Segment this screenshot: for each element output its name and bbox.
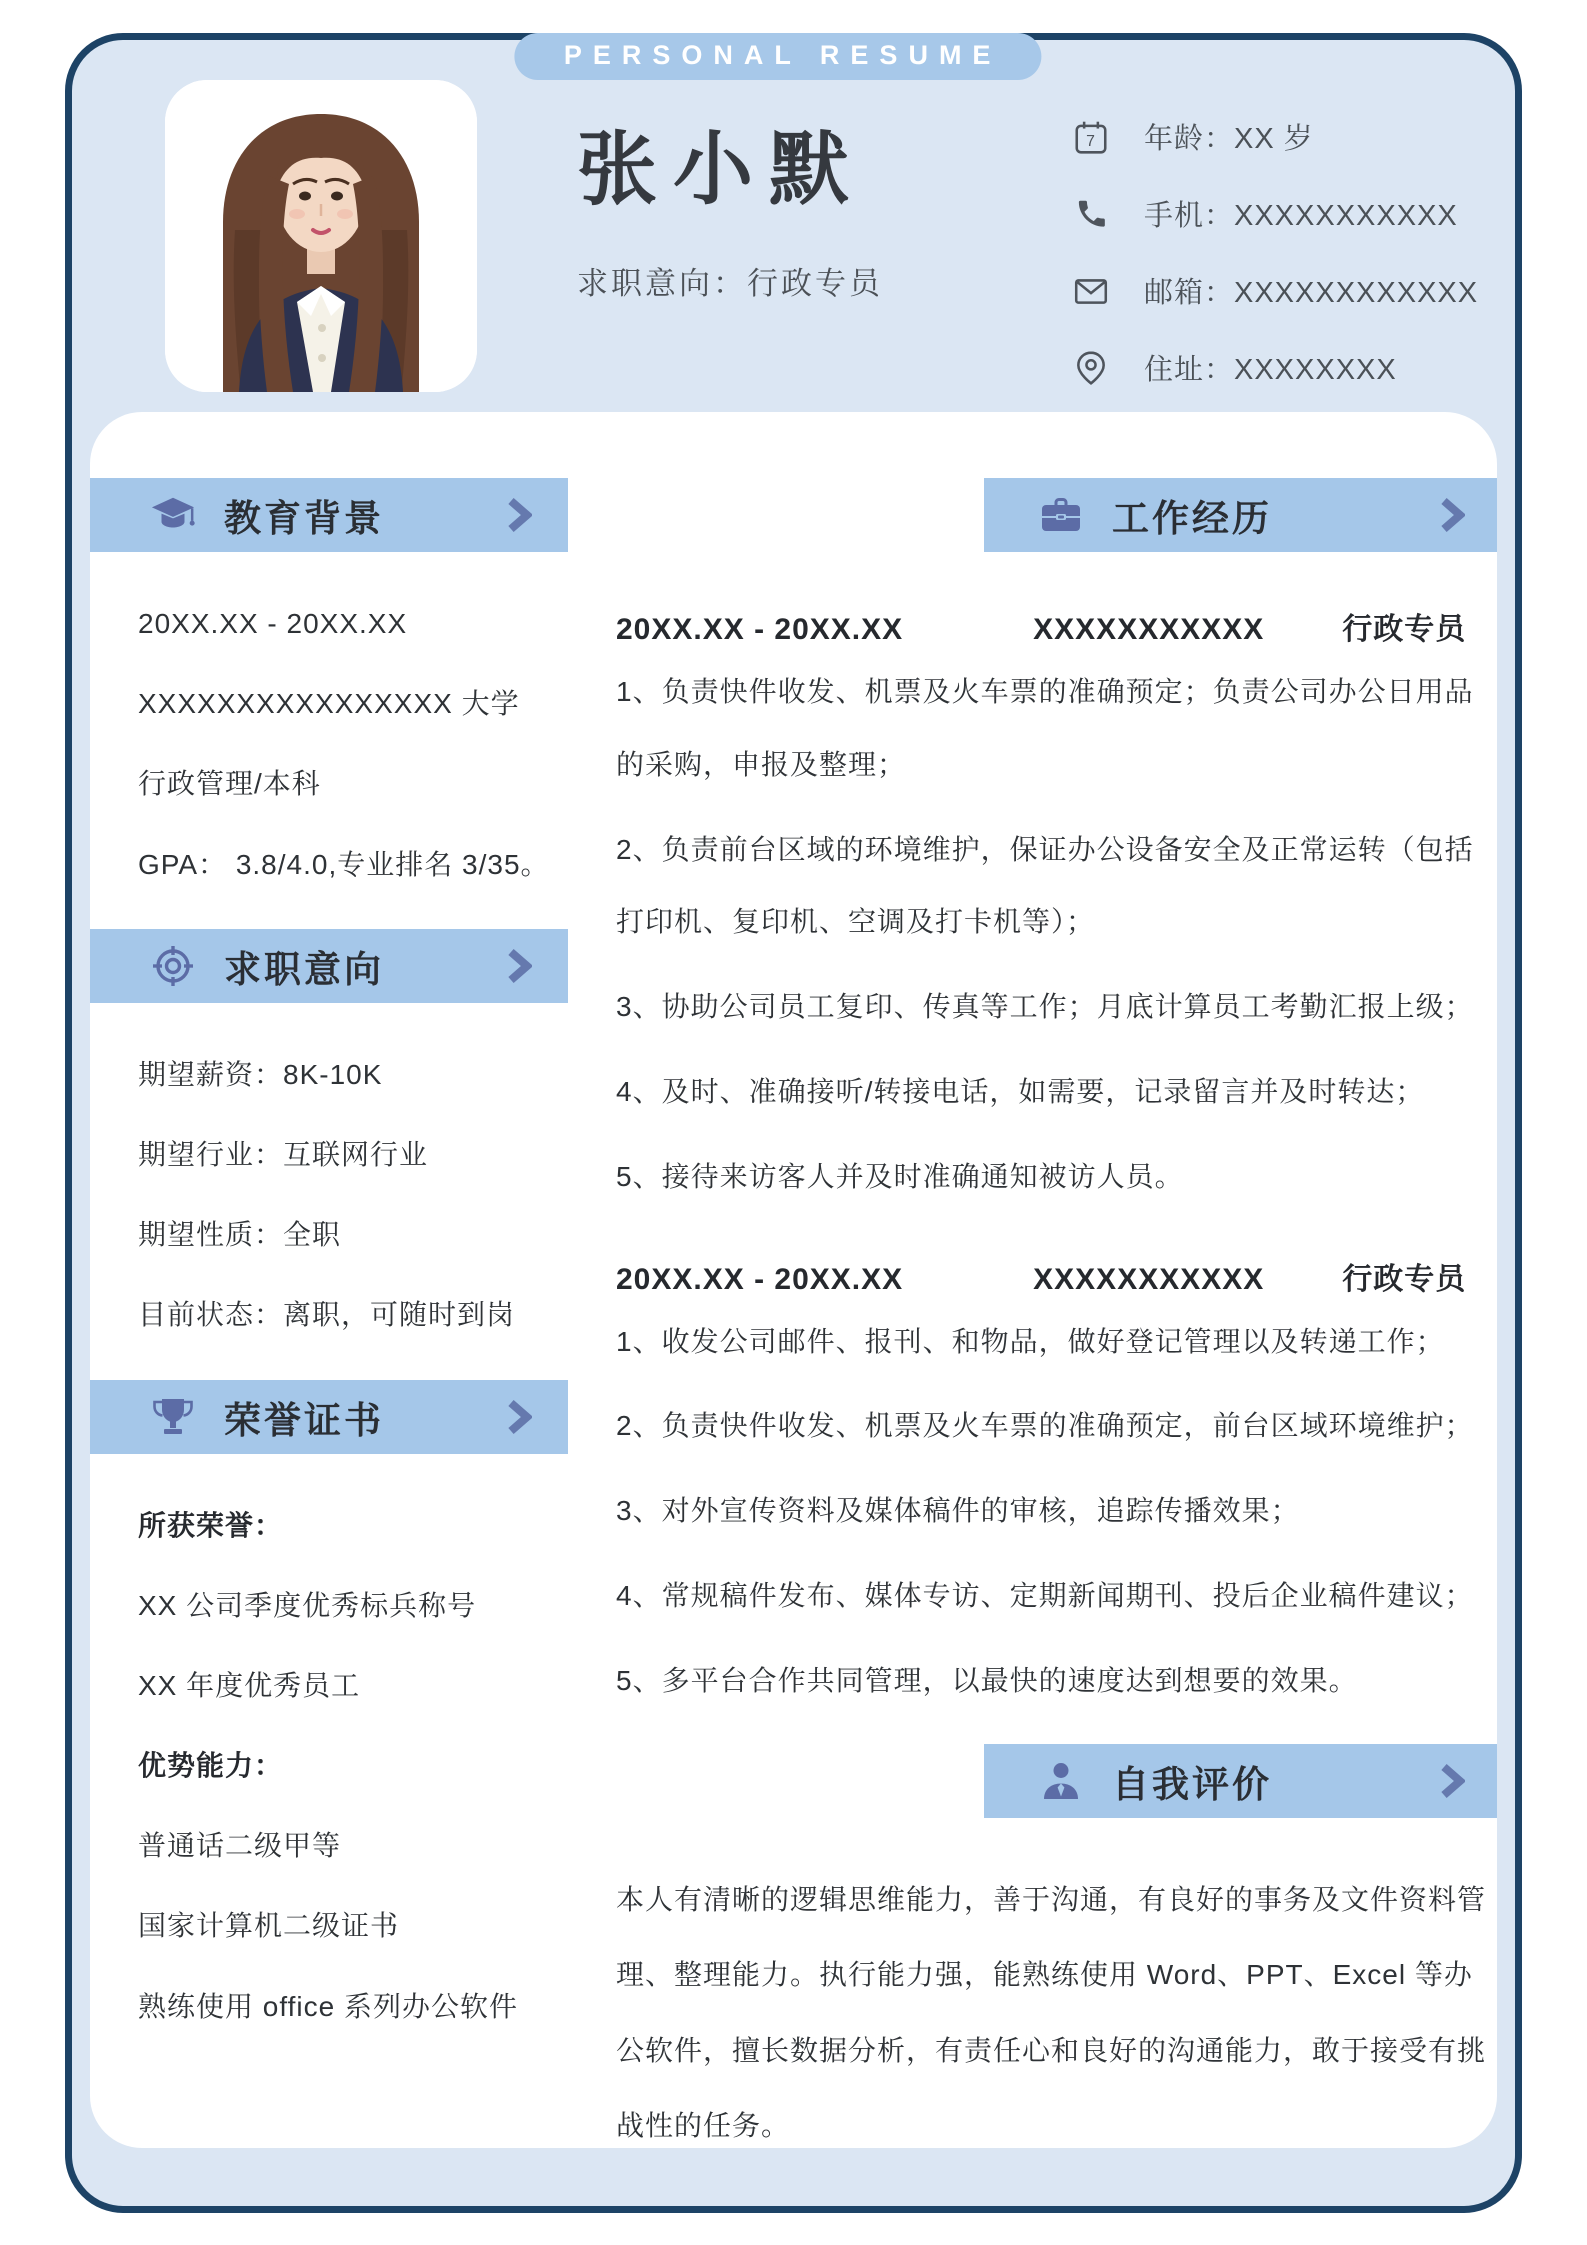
graduation-cap-icon [150, 493, 196, 537]
avatar [165, 80, 477, 392]
work-entry-1 [616, 604, 1497, 1214]
calendar-icon [1072, 118, 1110, 156]
chevron-right-icon [508, 1400, 532, 1434]
intention-item: 期望行业：互联网行业 [138, 1138, 429, 1170]
contact-email [1072, 252, 1502, 329]
section-header-education [90, 478, 568, 552]
work-duty: 2、负责前台区域的环境维护，保证办公设备安全及正常运转（包括打印机、复印机、空调及打卡机等）； [616, 833, 1474, 938]
briefcase-icon [1038, 493, 1084, 537]
work-entry-heading [616, 604, 1497, 648]
work-duty: 4、及时、准确接听/转接电话，如需要，记录留言并及时转达； [616, 1075, 1425, 1107]
honor-item: XX 年度优秀员工 [138, 1669, 361, 1701]
chevron-right-icon [508, 949, 532, 983]
work-duty: 3、协助公司员工复印、传真等工作；月底计算员工考勤汇报上级； [616, 991, 1474, 1023]
skill-item: 普通话二级甲等 [138, 1830, 342, 1862]
chevron-right-icon [1441, 498, 1465, 532]
section-title-work: 工作经历 [1112, 498, 1272, 539]
candidate-name: 张小默 [577, 125, 865, 214]
contact-address [1072, 329, 1502, 406]
section-header-intention [90, 929, 568, 1003]
section-header-honors [90, 1380, 568, 1454]
contact-age [1072, 98, 1502, 175]
work-duty: 2、负责快件收发、机票及火车票的准确预定，前台区域环境维护； [616, 1410, 1474, 1442]
education-gpa: GPA： 3.8/4.0,专业排名 3/35。 [138, 848, 550, 880]
section-title-education: 教育背景 [224, 498, 384, 539]
intention-item: 期望性质：全职 [138, 1219, 342, 1251]
job-intention: 求职意向：行政专员 [577, 266, 883, 301]
intention-item: 目前状态：离职，可随时到岗 [138, 1299, 516, 1331]
skills-label: 优势能力： [138, 1750, 284, 1782]
contact-email-label: 邮箱：XXXXXXXXXXXX [1144, 277, 1479, 309]
section-header-work [984, 478, 1497, 552]
education-period: 20XX.XX - 20XX.XX [138, 608, 408, 639]
work-duty: 1、收发公司邮件、报刊、和物品，做好登记管理以及转递工作； [616, 1325, 1445, 1357]
work-duty: 5、多平台合作共同管理，以最快的速度达到想要的效果。 [616, 1664, 1358, 1696]
work-company: XXXXXXXXXXX [1033, 1262, 1265, 1296]
content-card [90, 412, 1497, 2148]
section-title-evaluation: 自我评价 [1112, 1763, 1272, 1805]
work-period: 20XX.XX - 20XX.XX [616, 1262, 904, 1296]
badge-label: PERSONAL RESUME [563, 40, 1002, 70]
header [72, 40, 1515, 412]
work-role: 行政专员 [1342, 1262, 1467, 1296]
section-title-honors: 荣誉证书 [224, 1399, 384, 1441]
contact-age-label: 年龄：XX 岁 [1144, 123, 1314, 155]
trophy-icon [150, 1395, 196, 1439]
work-duty: 3、对外宣传资料及媒体稿件的审核，追踪传播效果； [616, 1495, 1300, 1527]
skill-item: 熟练使用 office 系列办公软件 [138, 1990, 518, 2022]
contact-address-label: 住址：XXXXXXXX [1144, 354, 1397, 386]
intention-content [90, 1059, 568, 1332]
mail-icon [1072, 272, 1110, 310]
user-icon [1038, 1759, 1084, 1803]
intention-item: 期望薪资：8K-10K [138, 1058, 383, 1090]
work-duties [616, 1306, 1497, 1718]
work-entry-heading [616, 1254, 1497, 1298]
education-content [90, 608, 568, 881]
phone-icon [1072, 195, 1110, 233]
work-duty: 5、接待来访客人并及时准确通知被访人员。 [616, 1160, 1184, 1192]
work-role: 行政专员 [1342, 613, 1467, 646]
resume-frame [65, 33, 1522, 2213]
work-duty: 4、常规稿件发布、媒体专访、定期新闻期刊、投后企业稿件建议； [616, 1579, 1474, 1611]
target-icon [150, 944, 196, 988]
profile-photo [165, 80, 477, 392]
contact-phone [1072, 175, 1502, 252]
education-school: XXXXXXXXXXXXXXXX 大学 [138, 688, 520, 720]
work-duty: 1、负责快件收发、机票及火车票的准确预定；负责公司办公日用品的采购，申报及整理； [616, 676, 1474, 780]
section-title-intention: 求职意向 [224, 948, 384, 990]
work-period: 20XX.XX - 20XX.XX [616, 613, 904, 646]
section-header-evaluation [984, 1744, 1497, 1818]
honors-label: 所获荣誉： [138, 1509, 284, 1541]
self-evaluation-text: 本人有清晰的逻辑思维能力，善于沟通，有良好的事务及文件资料管理、整理能力。执行能力强，能熟练使用 Word、PPT、Excel 等办公软件，擅长数据分析，有责任心和良好的沟通能力，敢于接受有挑战性的任务。 [616, 1883, 1487, 2142]
chevron-right-icon [1441, 1764, 1465, 1798]
left-column [90, 412, 568, 2148]
location-icon [1072, 349, 1110, 387]
chevron-right-icon [508, 498, 532, 532]
honors-content [90, 1510, 568, 2023]
work-company: XXXXXXXXXXX [1033, 613, 1265, 646]
honor-item: XX 公司季度优秀标兵称号 [138, 1589, 477, 1621]
skill-item: 国家计算机二级证书 [138, 1910, 400, 1942]
name-block [577, 126, 883, 303]
work-duties [616, 656, 1497, 1214]
svg-text:7: 7 [1086, 132, 1096, 150]
work-entry-2 [616, 1254, 1497, 1718]
education-major: 行政管理/本科 [138, 768, 321, 800]
right-column [568, 412, 1497, 2148]
contact-phone-label: 手机：XXXXXXXXXXX [1144, 200, 1458, 232]
contact-list [1072, 98, 1502, 406]
